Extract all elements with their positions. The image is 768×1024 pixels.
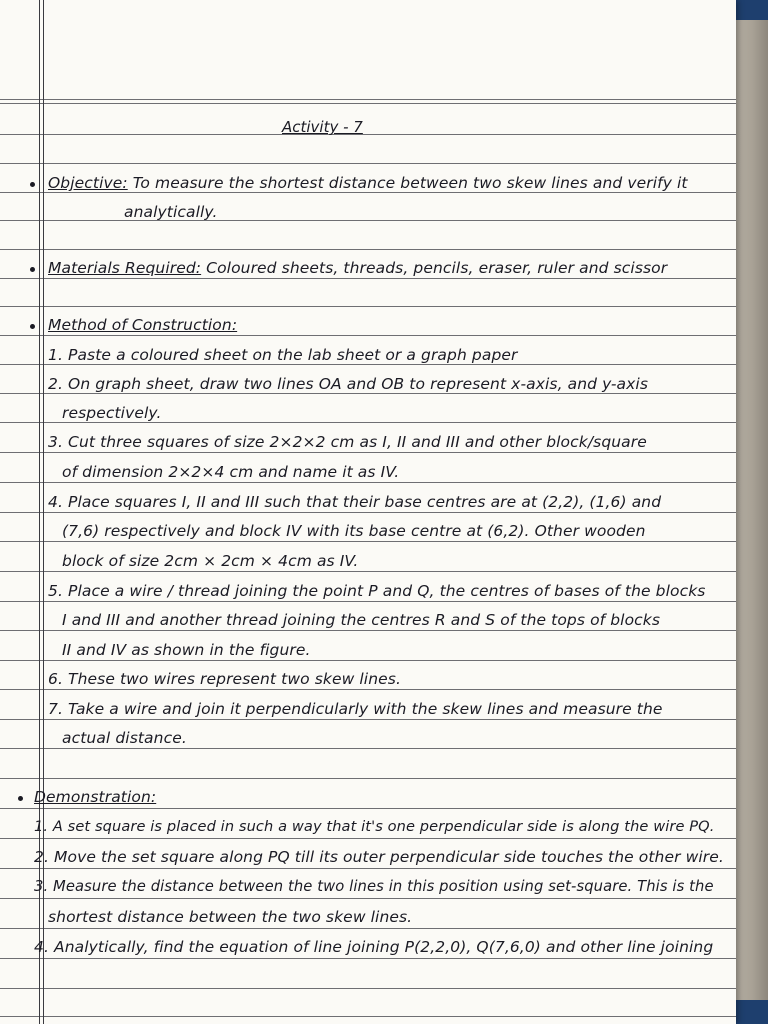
ruled-line — [0, 660, 736, 661]
ruled-line — [0, 278, 736, 279]
ruled-line — [0, 778, 736, 779]
method-step: 7. Take a wire and join it perpendicularly with the skew lines and measure the — [48, 700, 663, 718]
ruled-line — [0, 958, 736, 959]
ruled-line — [0, 364, 736, 365]
ruled-line — [0, 335, 736, 336]
demonstration-step: 4. Analytically, find the equation of line joining P(2,2,0), Q(7,6,0) and other line joining — [34, 938, 714, 956]
ruled-line — [0, 928, 736, 929]
method-step: respectively. — [62, 404, 162, 422]
ruled-line — [0, 630, 736, 631]
bullet-dot — [30, 324, 35, 329]
margin-line — [39, 0, 40, 1024]
method-step: actual distance. — [62, 729, 187, 747]
method-step: 1. Paste a coloured sheet on the lab sheet or a graph paper — [48, 346, 518, 364]
ruled-line — [0, 838, 736, 839]
method-step: of dimension 2×2×4 cm and name it as IV. — [62, 463, 400, 481]
ruled-line — [0, 1016, 736, 1017]
ruled-line — [0, 393, 736, 394]
ruled-line — [0, 306, 736, 307]
materials-text: Coloured sheets, threads, pencils, eraser, ruler and scissor — [206, 259, 668, 277]
ruled-line — [0, 868, 736, 869]
objective-line — [48, 174, 688, 192]
ruled-line — [0, 482, 736, 483]
objective-continuation: analytically. — [124, 203, 218, 221]
ruled-line — [0, 719, 736, 720]
ruled-line — [0, 898, 736, 899]
bullet-dot — [18, 796, 23, 801]
objective-heading: Objective: — [48, 174, 128, 192]
ruled-line — [0, 192, 736, 193]
background-cloth — [735, 0, 768, 20]
demonstration-step: 2. Move the set square along PQ till its outer perpendicular side touches the other wire. — [34, 848, 724, 866]
method-step: 5. Place a wire / thread joining the point P and Q, the centres of bases of the blocks — [48, 582, 706, 600]
bullet-dot — [30, 182, 35, 187]
method-step: 4. Place squares I, II and III such that their base centres are at (2,2), (1,6) and — [48, 493, 662, 511]
ruled-line — [0, 163, 736, 164]
ruled-line — [0, 988, 736, 989]
ruled-line — [0, 689, 736, 690]
ruled-line — [0, 422, 736, 423]
demonstration-heading: Demonstration: — [34, 788, 157, 806]
ruled-line — [0, 452, 736, 453]
objective-text: To measure the shortest distance between two skew lines and verify it — [132, 174, 688, 192]
ruled-line — [0, 541, 736, 542]
materials-heading: Materials Required: — [48, 259, 202, 277]
ruled-line — [0, 512, 736, 513]
margin-line — [43, 0, 44, 1024]
page-title: Activity - 7 — [282, 118, 363, 136]
method-step: 6. These two wires represent two skew lines. — [48, 670, 401, 688]
materials-line — [48, 259, 667, 277]
background-cloth — [735, 1000, 768, 1024]
ruled-line — [0, 571, 736, 572]
demonstration-step: 3. Measure the distance between the two lines in this position using set-square. This is the — [34, 878, 714, 895]
ruled-line — [0, 808, 736, 809]
ruled-line — [0, 601, 736, 602]
ruled-line — [0, 99, 736, 100]
demonstration-step: shortest distance between the two skew lines. — [48, 908, 413, 926]
ruled-line — [0, 249, 736, 250]
method-heading: Method of Construction: — [48, 316, 238, 334]
method-step: (7,6) respectively and block IV with its base centre at (6,2). Other wooden — [62, 522, 646, 540]
demonstration-step: 1. A set square is placed in such a way that it's one perpendicular side is along the wire PQ. — [34, 818, 715, 835]
method-step: 2. On graph sheet, draw two lines OA and OB to represent x-axis, and y-axis — [48, 375, 649, 393]
bullet-dot — [30, 267, 35, 272]
method-step: I and III and another thread joining the centres R and S of the tops of blocks — [62, 611, 661, 629]
ruled-line — [0, 103, 736, 104]
ruled-line — [0, 748, 736, 749]
ruled-line — [0, 220, 736, 221]
method-step: block of size 2cm × 2cm × 4cm as IV. — [62, 552, 359, 570]
method-step: 3. Cut three squares of size 2×2×2 cm as I, II and III and other block/square — [48, 433, 647, 451]
ruled-line — [0, 134, 736, 135]
method-step: II and IV as shown in the figure. — [62, 641, 311, 659]
